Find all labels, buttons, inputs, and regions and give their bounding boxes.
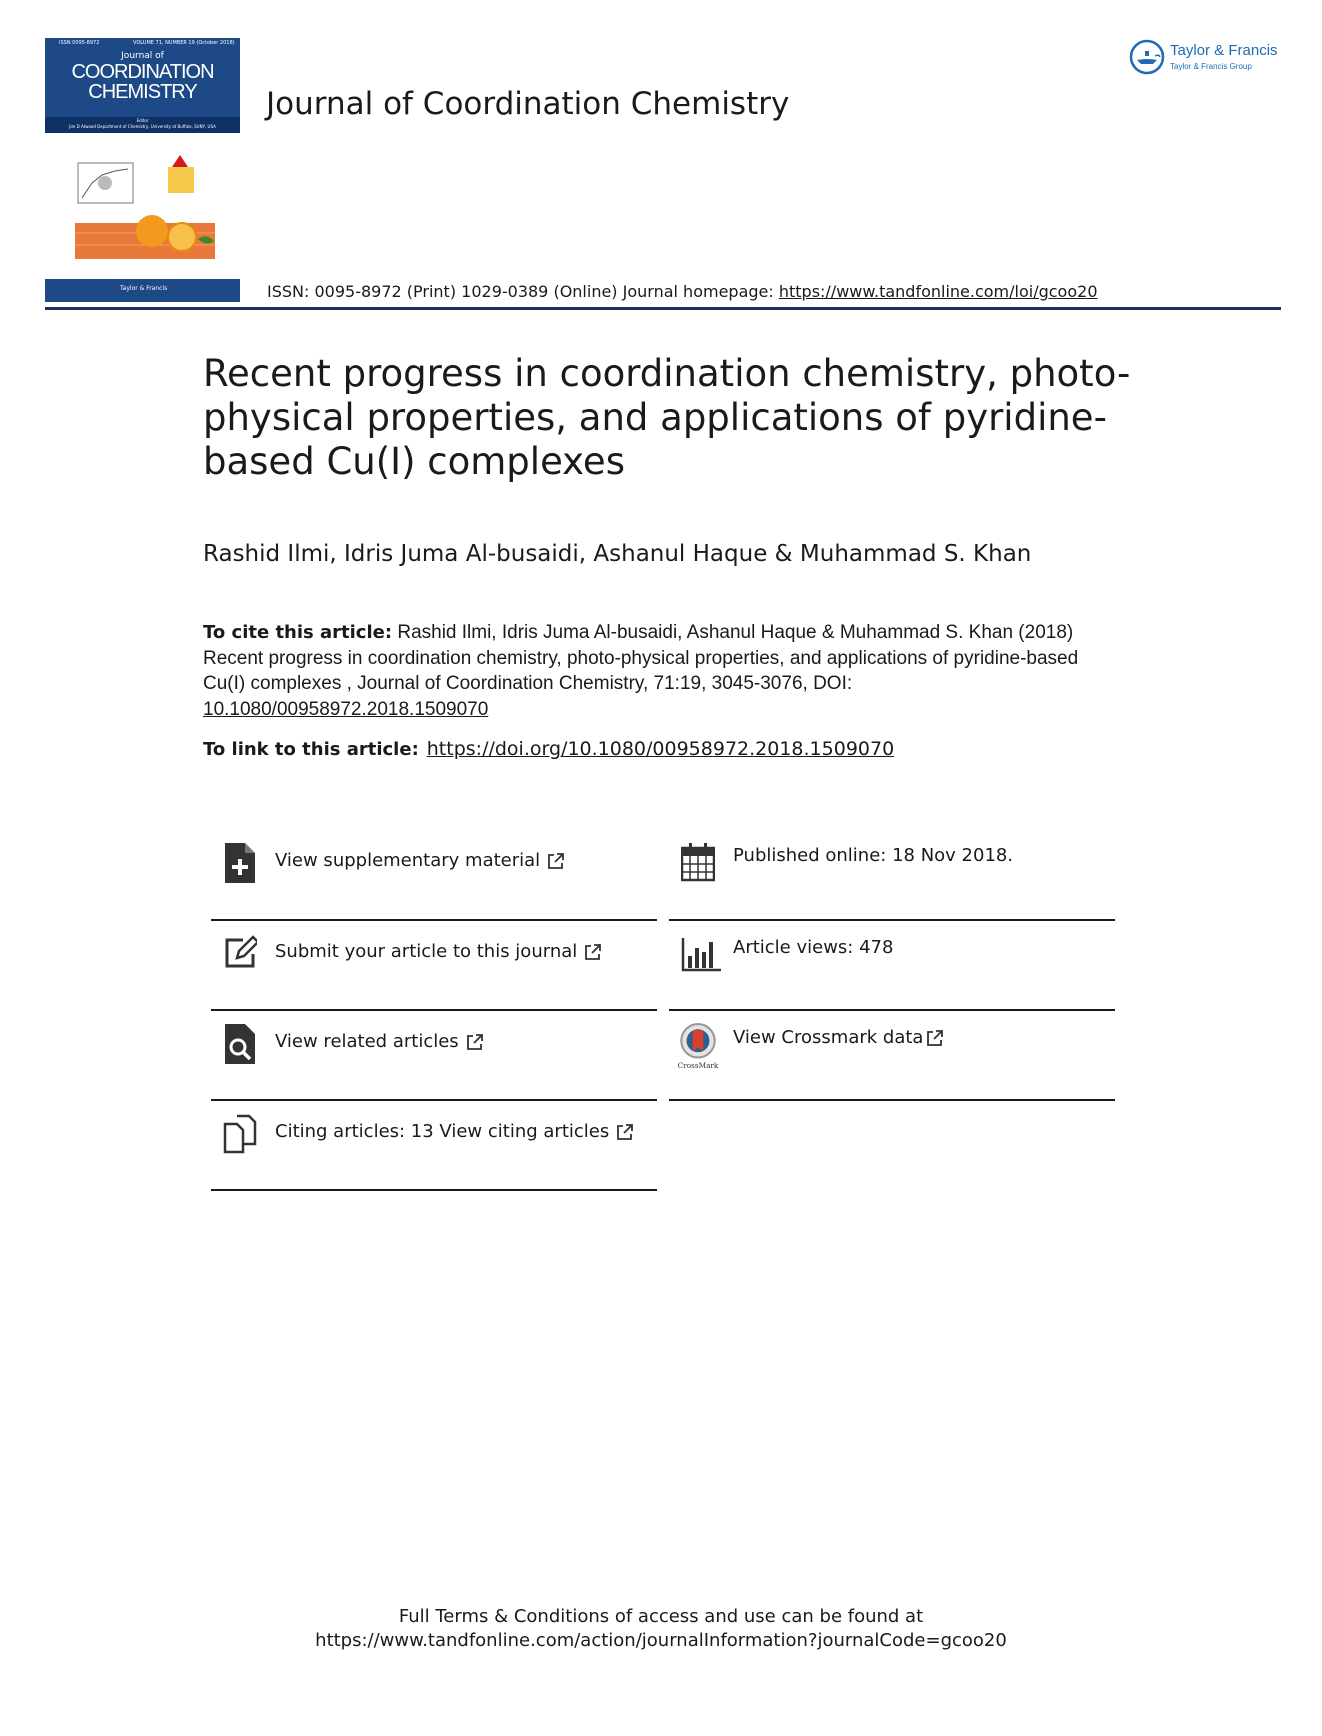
publisher-logo-name: Taylor & Francis — [1170, 42, 1278, 59]
terms-footer — [0, 1605, 1322, 1653]
bar-chart-icon — [681, 934, 721, 974]
supplementary-material-label: View supplementary material — [275, 850, 565, 871]
article-doi-link[interactable]: https://doi.org/10.1080/00958972.2018.1509070 — [426, 738, 895, 760]
row-divider — [669, 1099, 1115, 1101]
publisher-lamp-icon — [1128, 38, 1166, 76]
journal-cover — [45, 38, 240, 302]
issn-line — [267, 282, 1098, 301]
row-divider — [211, 1099, 657, 1101]
cover-title-line2: CHEMISTRY — [88, 81, 197, 103]
publisher-logo[interactable] — [1128, 38, 1288, 78]
related-articles-label: View related articles — [275, 1031, 484, 1052]
external-link-icon — [547, 852, 565, 870]
published-online-info — [669, 843, 1115, 931]
row-divider — [211, 1189, 657, 1191]
external-link-icon — [926, 1029, 944, 1047]
cover-publisher-band — [45, 279, 240, 302]
search-document-icon — [223, 1024, 257, 1064]
citation-doi-link[interactable]: 10.1080/00958972.2018.1509070 — [203, 698, 489, 720]
cover-editor-label: Editor — [136, 118, 149, 123]
cover-publisher: Taylor & Francis — [120, 285, 168, 292]
citation-block — [203, 620, 1123, 722]
publisher-logo-group: Taylor & Francis Group — [1170, 62, 1252, 71]
cover-editor-name: Jim D Atwood Department of Chemistry, University at Buffalo, SUNY, USA — [69, 124, 216, 129]
row-divider — [211, 1009, 657, 1011]
external-link-icon — [584, 943, 602, 961]
citation-label: To cite this article: — [203, 622, 393, 643]
published-online-label: Published online: 18 Nov 2018. — [733, 845, 1014, 866]
terms-line: Full Terms & Conditions of access and use can be found at — [398, 1606, 924, 1627]
citing-articles-label: Citing articles: 13 View citing articles — [275, 1121, 634, 1142]
external-link-icon — [616, 1123, 634, 1141]
article-link-label: To link to this article: — [203, 739, 419, 760]
article-authors: Rashid Ilmi, Idris Juma Al-busaidi, Ashanul Haque & Muhammad S. Khan — [203, 541, 1032, 567]
header-divider — [45, 307, 1281, 310]
article-link-line — [203, 738, 894, 760]
crossmark-label: View Crossmark data — [733, 1027, 944, 1048]
cover-editor-strip — [45, 117, 240, 133]
citation-text: Rashid Ilmi, Idris Juma Al-busaidi, Ashanul Haque & Muhammad S. Khan (2018) Recent progress in coordination chemistry, photo-physical properties, and applications of pyridine-based Cu(I) complexes , Journal of Coordination Chemistry, 71:19, 3045-3076, DOI: — [203, 622, 1079, 694]
edit-icon — [223, 934, 257, 974]
cover-volume: VOLUME 71, NUMBER 19 (October 2018) — [133, 40, 235, 46]
copy-documents-icon — [223, 1114, 257, 1154]
add-file-icon — [223, 843, 257, 883]
cover-issn: ISSN 0095-8972 — [59, 40, 100, 46]
article-title: Recent progress in coordination chemistry, photo-physical properties, and applications of pyridine-based Cu(I) complexes — [203, 352, 1131, 483]
journal-homepage-link[interactable]: https://www.tandfonline.com/loi/gcoo20 — [778, 282, 1098, 301]
journal-title: Journal of Coordination Chemistry — [266, 86, 790, 122]
article-views-label: Article views: 478 — [733, 937, 894, 958]
cover-artwork — [70, 153, 220, 263]
calendar-icon — [681, 843, 715, 883]
terms-url[interactable]: https://www.tandfonline.com/action/journalInformation?journalCode=gcoo20 — [315, 1630, 1007, 1651]
cover-small-title: Journal of — [121, 51, 164, 61]
submit-article-label: Submit your article to this journal — [275, 941, 602, 962]
external-link-icon — [466, 1033, 484, 1051]
cover-title-line1: COORDINATION — [71, 61, 214, 83]
supplementary-material-link[interactable] — [211, 843, 657, 931]
crossmark-caption: CrossMark — [677, 1060, 719, 1070]
row-divider — [669, 1009, 1115, 1011]
issn-text: ISSN: 0095-8972 (Print) 1029-0389 (Online) Journal homepage: — [267, 282, 779, 301]
row-divider — [211, 919, 657, 921]
crossmark-icon — [677, 1022, 719, 1070]
row-divider — [669, 919, 1115, 921]
